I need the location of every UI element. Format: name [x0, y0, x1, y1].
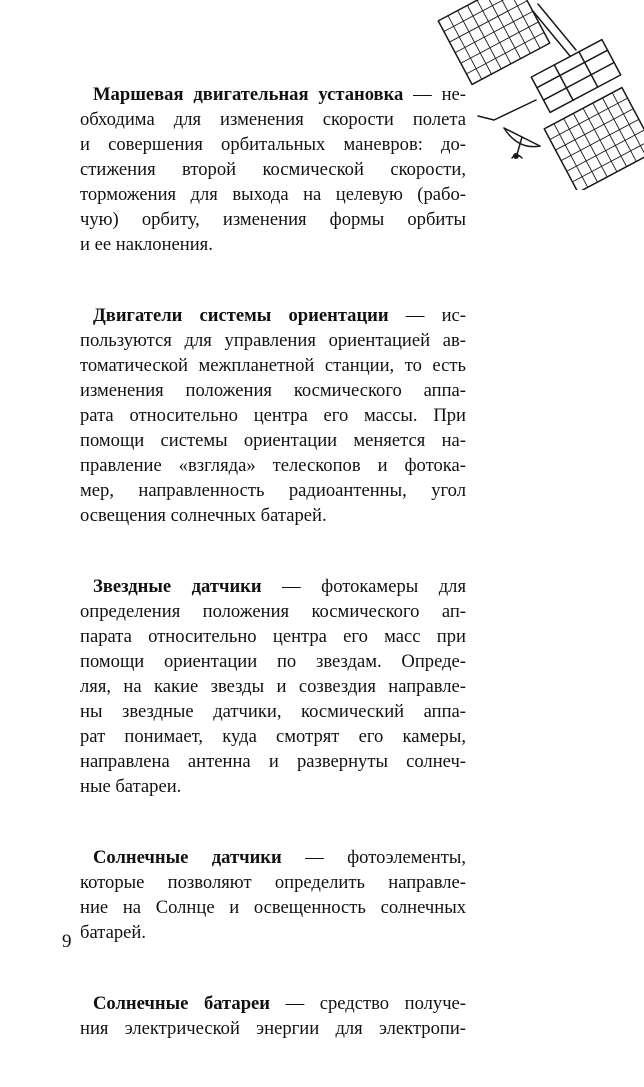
- text-line: мер, направленность радиоантенны, угол: [80, 480, 466, 501]
- page-number: 9: [62, 931, 72, 952]
- text-line: ны звездные датчики, космический аппа-: [80, 701, 466, 722]
- text-line: Звездные датчики — фотокамеры для: [93, 576, 466, 597]
- article-text: [66, 82, 466, 1087]
- text-line: помощи системы ориентации меняется на-: [80, 430, 466, 451]
- text-line: направлена антенна и развернуты солнеч-: [80, 751, 466, 772]
- text-line: Двигатели системы ориентации — ис-: [93, 305, 466, 326]
- satellite-icon: [436, 0, 644, 190]
- text-line: и совершения орбитальных маневров: до-: [80, 134, 466, 155]
- paragraph-star-sensors: [66, 574, 466, 799]
- text-line: правление «взгляда» телескопов и фотока-: [80, 455, 466, 476]
- text-line: ляя, на какие звезды и созвездия направле-: [80, 676, 466, 697]
- paragraph-orientation-engines: [66, 303, 466, 528]
- paragraph-solar-panels: [66, 991, 466, 1041]
- paragraph-marching-engine: [66, 82, 466, 257]
- text-line: пользуются для управления ориентацией ав-: [80, 330, 466, 351]
- text-line: определения положения космического ап-: [80, 601, 466, 622]
- text-line: Маршевая двигательная установка — не-: [93, 84, 466, 105]
- text-line: ния электрической энергии для электропи-: [80, 1018, 466, 1039]
- text-line: парата относительно центра его масс при: [80, 626, 466, 647]
- text-line: чую) орбиту, изменения формы орбиты: [80, 209, 466, 230]
- text-line: стижения второй космической скорости,: [80, 159, 466, 180]
- term-heading: Звездные датчики: [93, 576, 262, 597]
- term-heading: Двигатели системы ориентации: [93, 305, 389, 326]
- text-line: томатической межпланетной станции, то есть: [80, 355, 466, 376]
- term-heading: Солнечные батареи: [93, 993, 271, 1014]
- text-line: батарей.: [80, 922, 146, 943]
- text-line: торможения для выхода на целевую (рабо-: [80, 184, 466, 205]
- text-line: помощи ориентации по звездам. Опреде-: [80, 651, 466, 672]
- term-heading: Солнечные датчики: [93, 847, 282, 868]
- text-line: обходима для изменения скорости полета: [80, 109, 466, 130]
- text-line: Солнечные батареи — средство получе-: [93, 993, 466, 1014]
- text-line: изменения положения космического аппа-: [80, 380, 466, 401]
- text-line: ные батареи.: [80, 776, 182, 797]
- text-line: ние на Солнце и освещенность солнечных: [80, 897, 466, 918]
- text-line: которые позволяют определить направле-: [80, 872, 466, 893]
- text-line: Солнечные датчики — фотоэлементы,: [93, 847, 467, 868]
- text-line: рата относительно центра его массы. При: [80, 405, 466, 426]
- term-heading: Маршевая двигательная установка: [93, 84, 404, 105]
- paragraph-sun-sensors: [66, 845, 466, 945]
- text-line: освещения солнечных батарей.: [80, 505, 327, 526]
- text-line: и ее наклонения.: [80, 234, 213, 255]
- text-line: рат понимает, куда смотрят его камеры,: [80, 726, 466, 747]
